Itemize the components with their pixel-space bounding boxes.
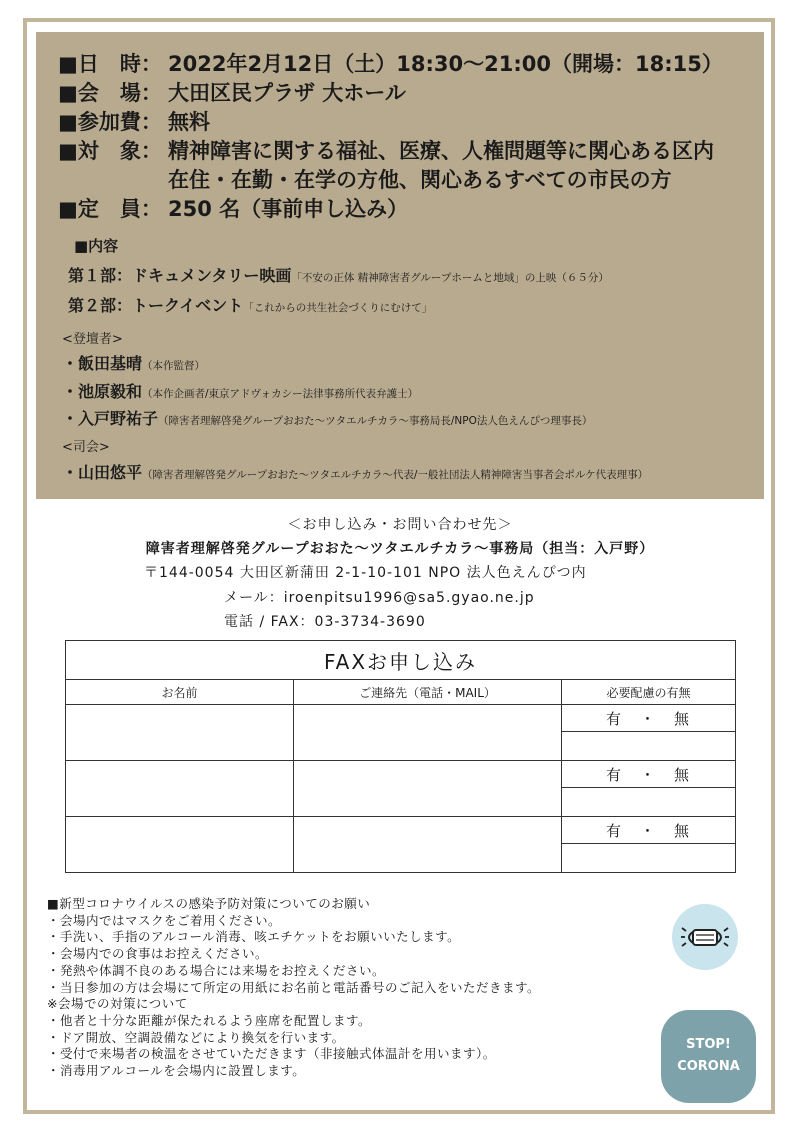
contact-heading: ＜お申し込み・お問い合わせ先＞ bbox=[287, 517, 513, 533]
contact-org: 障害者理解啓発グループおおた〜ツタエルチカラ〜事務局（担当：入戸野） bbox=[145, 541, 655, 557]
speaker-item: ・入戸野祐子（障害者理解啓発グループおおた〜ツタエルチカラ〜事務局長/NPO法人色えんぴつ理事長） bbox=[62, 409, 593, 428]
fax-form-title: FAXお申し込み bbox=[66, 641, 736, 680]
badge-line: CORONA bbox=[677, 1059, 740, 1074]
col-name-header: お名前 bbox=[66, 680, 294, 705]
covid-notice bbox=[47, 896, 540, 1080]
badge-line: STOP! bbox=[686, 1037, 731, 1052]
contact-phone: 電話 / FAX：03-3734-3690 bbox=[224, 614, 426, 630]
event-target: ■対 象： 精神障害に関する福祉、医療、人権問題等に関心ある区内 bbox=[58, 139, 714, 163]
program-part1: 第１部：ドキュメンタリー映画「不安の正体 精神障害者グループホームと地域」の上映（６５分） bbox=[68, 266, 609, 285]
fax-form-table bbox=[65, 640, 736, 873]
col-need-header: 必要配慮の有無 bbox=[562, 680, 736, 705]
covid-line: ・受付で来場者の検温をさせていただきます（非接触式体温計を用います）。 bbox=[47, 1046, 496, 1062]
name-field[interactable] bbox=[66, 761, 294, 817]
name-field[interactable] bbox=[66, 817, 294, 873]
covid-line: ・他者と十分な距離が保たれるよう座席を配置します。 bbox=[47, 1012, 372, 1028]
covid-line: ・会場内での食事はお控えください。 bbox=[47, 946, 269, 962]
covid-line: ・発熱や体調不良のある場合には来場をお控えください。 bbox=[47, 962, 386, 978]
need-note-field[interactable] bbox=[562, 732, 736, 761]
covid-line: ・会場内ではマスクをご着用ください。 bbox=[47, 912, 282, 928]
event-target-line2: 在住・在勤・在学の方他、関心あるすべての市民の方 bbox=[168, 168, 672, 192]
contact-email: メール：iroenpitsu1996@sa5.gyao.ne.jp bbox=[224, 590, 535, 606]
need-note-field[interactable] bbox=[562, 788, 736, 817]
event-capacity: ■定 員： 250 名（事前申し込み） bbox=[58, 197, 409, 221]
contact-field[interactable] bbox=[294, 705, 562, 761]
mc-heading: <司会> bbox=[62, 440, 110, 455]
table-row bbox=[66, 817, 736, 844]
event-venue: ■会 場： 大田区民プラザ 大ホール bbox=[58, 81, 406, 105]
program-part2: 第２部：トークイベント「これからの共生社会づくりにむけて」 bbox=[68, 296, 433, 315]
covid-line: ・ドア開放、空調設備などにより換気を行います。 bbox=[47, 1029, 345, 1045]
need-choice[interactable]: 有 ・ 無 bbox=[562, 705, 736, 732]
contact-field[interactable] bbox=[294, 761, 562, 817]
covid-line: ■新型コロナウイルスの感染予防対策についてのお願い bbox=[47, 896, 371, 911]
contact-address: 〒144-0054 大田区新蒲田 2-1-10-101 NPO 法人色えんぴつ内 bbox=[144, 565, 587, 581]
covid-line: ・当日参加の方は会場にて所定の用紙にお名前と電話番号のご記入をいただきます。 bbox=[47, 979, 541, 995]
col-contact-header: ご連絡先（電話・MAIL） bbox=[294, 680, 562, 705]
covid-line: ・消毒用アルコールを会場内に設置します。 bbox=[47, 1063, 306, 1079]
speaker-item: ・飯田基晴（本作監督） bbox=[62, 354, 206, 373]
speakers-heading: <登壇者> bbox=[62, 332, 123, 347]
contact-field[interactable] bbox=[294, 817, 562, 873]
need-choice[interactable]: 有 ・ 無 bbox=[562, 761, 736, 788]
event-fee: ■参加費： 無料 bbox=[58, 110, 210, 134]
need-note-field[interactable] bbox=[562, 844, 736, 873]
need-choice[interactable]: 有 ・ 無 bbox=[562, 817, 736, 844]
table-row bbox=[66, 761, 736, 788]
event-datetime: ■日 時： 2022年2月12日（土）18:30〜21:00（開場：18:15） bbox=[58, 52, 723, 76]
speaker-item: ・池原毅和（本作企画者/東京アドヴォカシー法律事務所代表弁護士） bbox=[62, 382, 419, 401]
stop-corona-badge bbox=[661, 1010, 756, 1103]
program-heading: ■内容 bbox=[74, 237, 119, 255]
covid-line: ・手洗い、手指のアルコール消毒、咳エチケットをお願いいたします。 bbox=[47, 929, 461, 945]
mask-icon bbox=[672, 904, 738, 970]
mc-item: ・山田悠平（障害者理解啓発グループおおた〜ツタエルチカラ〜代表/一般社団法人精神障害当事者会ポルケ代表理事） bbox=[62, 463, 649, 482]
name-field[interactable] bbox=[66, 705, 294, 761]
table-row bbox=[66, 705, 736, 732]
covid-line: ※会場での対策について bbox=[47, 996, 188, 1012]
